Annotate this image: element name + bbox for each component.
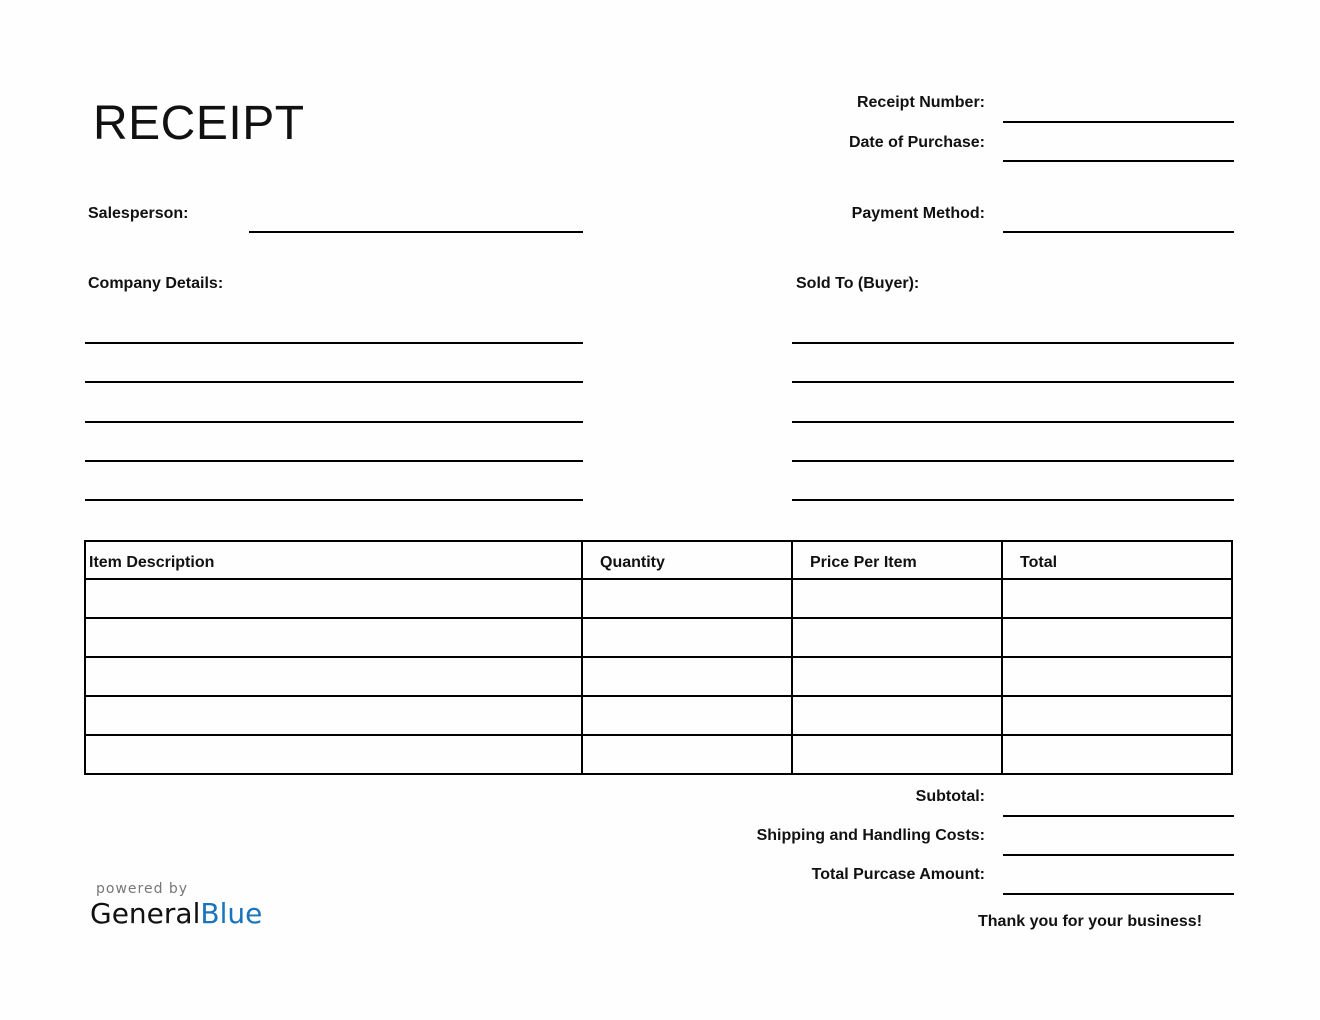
- sold-to-label: Sold To (Buyer):: [796, 275, 920, 292]
- table-row: [85, 657, 1232, 696]
- company-details-line-4[interactable]: [85, 460, 583, 462]
- generalblue-logo: [90, 897, 262, 930]
- subtotal-label: Subtotal:: [915, 788, 985, 805]
- table-header-row: [85, 541, 1232, 579]
- sold-to-line-4[interactable]: [792, 460, 1234, 462]
- date-of-purchase-field[interactable]: [1003, 160, 1234, 162]
- item-description-cell[interactable]: [85, 735, 582, 774]
- price-per-item-cell[interactable]: [792, 657, 1002, 696]
- total-purchase-amount-label: Total Purcase Amount:: [811, 866, 985, 883]
- salesperson-label: Salesperson:: [88, 205, 189, 222]
- date-of-purchase-label: Date of Purchase:: [848, 134, 985, 151]
- company-details-label: Company Details:: [88, 275, 224, 292]
- company-details-line-1[interactable]: [85, 342, 583, 344]
- total-cell[interactable]: [1002, 696, 1232, 735]
- table-row: [85, 618, 1232, 657]
- subtotal-field[interactable]: [1003, 815, 1234, 817]
- shipping-handling-label: Shipping and Handling Costs:: [756, 827, 985, 844]
- brand-general: General: [90, 897, 201, 930]
- thank-you-message: Thank you for your business!: [978, 913, 1203, 930]
- total-cell[interactable]: [1002, 618, 1232, 657]
- payment-method-field[interactable]: [1003, 231, 1234, 233]
- total-cell[interactable]: [1002, 579, 1232, 618]
- item-description-cell[interactable]: [85, 579, 582, 618]
- company-details-line-5[interactable]: [85, 499, 583, 501]
- quantity-cell[interactable]: [582, 618, 792, 657]
- payment-method-label: Payment Method:: [851, 205, 985, 222]
- total-cell[interactable]: [1002, 657, 1232, 696]
- table-row: [85, 579, 1232, 618]
- table-row: [85, 696, 1232, 735]
- sold-to-line-3[interactable]: [792, 421, 1234, 423]
- quantity-cell[interactable]: [582, 696, 792, 735]
- quantity-cell[interactable]: [582, 735, 792, 774]
- price-per-item-cell[interactable]: [792, 618, 1002, 657]
- quantity-cell[interactable]: [582, 579, 792, 618]
- sold-to-line-1[interactable]: [792, 342, 1234, 344]
- receipt-number-field[interactable]: [1003, 121, 1234, 123]
- item-description-cell[interactable]: [85, 696, 582, 735]
- powered-by-text: powered by: [96, 881, 189, 897]
- receipt-number-label: Receipt Number:: [856, 94, 985, 111]
- brand-blue: Blue: [200, 897, 263, 930]
- items-table: [84, 540, 1233, 775]
- company-details-line-2[interactable]: [85, 381, 583, 383]
- item-description-cell[interactable]: [85, 657, 582, 696]
- sold-to-line-2[interactable]: [792, 381, 1234, 383]
- table-row: [85, 735, 1232, 774]
- quantity-cell[interactable]: [582, 657, 792, 696]
- price-per-item-cell[interactable]: [792, 579, 1002, 618]
- total-cell[interactable]: [1002, 735, 1232, 774]
- page-title: RECEIPT: [93, 97, 305, 150]
- total-purchase-amount-field[interactable]: [1003, 893, 1234, 895]
- price-per-item-cell[interactable]: [792, 696, 1002, 735]
- price-per-item-cell[interactable]: [792, 735, 1002, 774]
- salesperson-field[interactable]: [249, 231, 583, 233]
- shipping-handling-field[interactable]: [1003, 854, 1234, 856]
- column-header-price-per-item: Price Per Item: [792, 541, 1002, 579]
- sold-to-line-5[interactable]: [792, 499, 1234, 501]
- company-details-line-3[interactable]: [85, 421, 583, 423]
- column-header-item-description: Item Description: [85, 541, 582, 579]
- column-header-quantity: Quantity: [582, 541, 792, 579]
- column-header-total: Total: [1002, 541, 1232, 579]
- item-description-cell[interactable]: [85, 618, 582, 657]
